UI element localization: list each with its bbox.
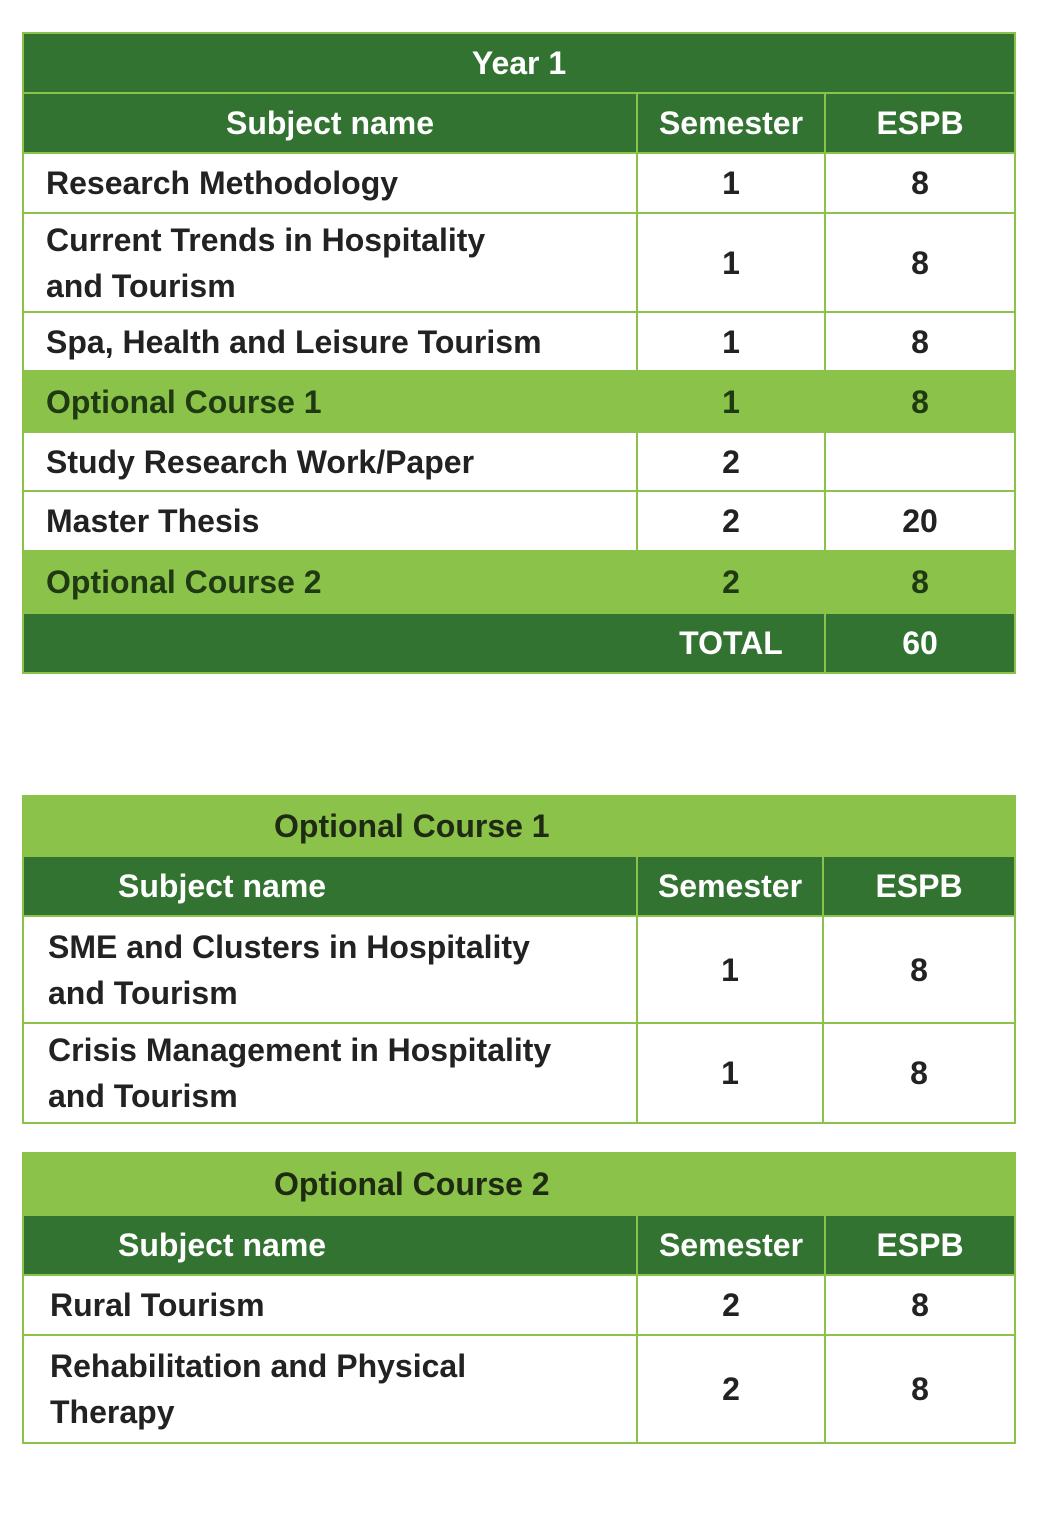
subject-cell: Master Thesis [23, 491, 637, 551]
subject-cell: Crisis Management in Hospitality and Tourism [23, 1023, 637, 1123]
semester-cell: 1 [637, 153, 825, 213]
table-row [23, 213, 1015, 312]
optional-course-1-table [22, 795, 1016, 1124]
espb-cell [825, 432, 1015, 491]
table-row [23, 1275, 1015, 1335]
espb-cell: 8 [825, 312, 1015, 371]
header-row [23, 93, 1015, 153]
table-row [23, 312, 1015, 371]
subject-name-header: Subject name [23, 93, 637, 153]
espb-cell: 8 [825, 371, 1015, 432]
header-row [23, 1215, 1015, 1275]
table-row [23, 432, 1015, 491]
semester-cell: 1 [637, 916, 823, 1023]
subject-cell: Optional Course 2 [23, 551, 637, 613]
espb-cell: 8 [825, 153, 1015, 213]
optional-course-2-title: Optional Course 2 [23, 1153, 1015, 1215]
espb-cell: 8 [823, 1023, 1015, 1123]
total-label: TOTAL [637, 613, 825, 673]
semester-cell: 2 [637, 432, 825, 491]
espb-cell: 8 [825, 213, 1015, 312]
semester-cell: 1 [637, 1023, 823, 1123]
total-value: 60 [825, 613, 1015, 673]
espb-cell: 8 [825, 1275, 1015, 1335]
table-row [23, 1335, 1015, 1443]
optional-course-1-title: Optional Course 1 [23, 796, 1015, 856]
subject-cell: Spa, Health and Leisure Tourism [23, 312, 637, 371]
subject-name-header: Subject name [23, 1215, 637, 1275]
semester-header: Semester [637, 93, 825, 153]
semester-header: Semester [637, 1215, 825, 1275]
header-row [23, 856, 1015, 916]
subject-cell: Rehabilitation and Physical Therapy [23, 1335, 637, 1443]
semester-cell: 1 [637, 213, 825, 312]
subject-cell: Study Research Work/Paper [23, 432, 637, 491]
semester-cell: 2 [637, 1335, 825, 1443]
table-row [23, 153, 1015, 213]
espb-header: ESPB [823, 856, 1015, 916]
subject-cell: Optional Course 1 [23, 371, 637, 432]
semester-cell: 2 [637, 1275, 825, 1335]
semester-cell: 2 [637, 491, 825, 551]
subject-cell: SME and Clusters in Hospitality and Tourism [23, 916, 637, 1023]
table-row-highlight [23, 371, 1015, 432]
optional-course-2-table [22, 1152, 1016, 1444]
year-1-table [22, 32, 1016, 674]
subject-name-header: Subject name [23, 856, 637, 916]
table-row-highlight [23, 551, 1015, 613]
table-row [23, 1023, 1015, 1123]
semester-cell: 1 [637, 371, 825, 432]
semester-header: Semester [637, 856, 823, 916]
table-row [23, 491, 1015, 551]
espb-header: ESPB [825, 1215, 1015, 1275]
subject-cell: Rural Tourism [23, 1275, 637, 1335]
espb-header: ESPB [825, 93, 1015, 153]
subject-cell: Current Trends in Hospitality and Tourism [23, 213, 637, 312]
subject-cell: Research Methodology [23, 153, 637, 213]
year-1-title: Year 1 [23, 33, 1015, 93]
semester-cell: 1 [637, 312, 825, 371]
total-row [23, 613, 1015, 673]
semester-cell: 2 [637, 551, 825, 613]
espb-cell: 8 [825, 1335, 1015, 1443]
table-row [23, 916, 1015, 1023]
total-spacer [23, 613, 637, 673]
espb-cell: 8 [825, 551, 1015, 613]
espb-cell: 20 [825, 491, 1015, 551]
espb-cell: 8 [823, 916, 1015, 1023]
